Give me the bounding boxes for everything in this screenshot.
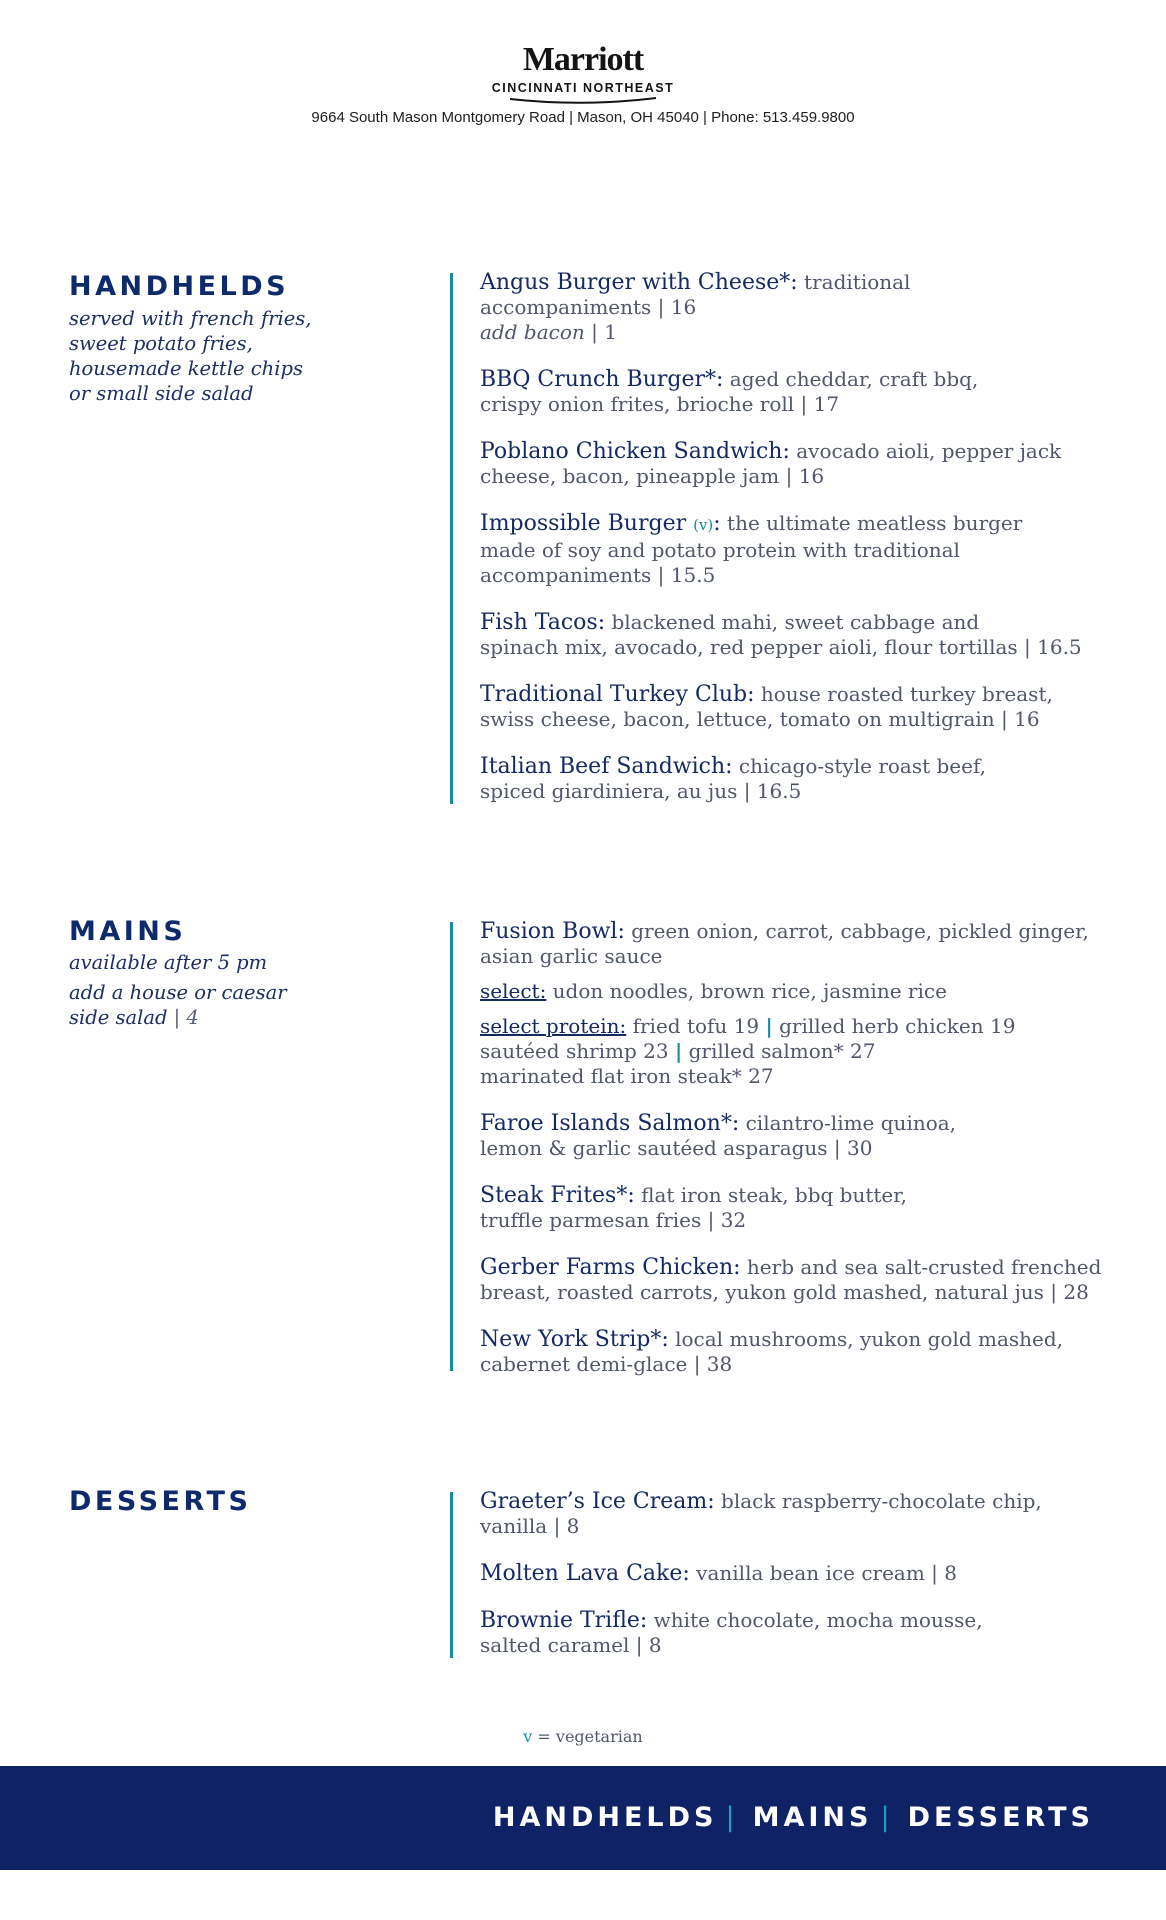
item-description: black raspberry-chocolate chip, vanilla | 8	[480, 1489, 1042, 1538]
logo-subtitle: CINCINNATI NORTHEAST	[491, 81, 675, 95]
list-item	[480, 439, 1140, 489]
footer-bar	[0, 1766, 1166, 1870]
list-item	[480, 682, 1140, 732]
logo-swoosh-icon	[508, 97, 658, 105]
item-name: Graeter’s Ice Cream:	[480, 1489, 715, 1514]
item-description: the ultimate meatless burger made of soy and potato protein with traditional accompaniments | 15.5	[480, 511, 1023, 587]
item-description: green onion, carrot, cabbage, pickled ginger, asian garlic sauce	[480, 919, 1089, 968]
footer-separator: |	[880, 1802, 894, 1833]
protein-separator: |	[674, 1039, 683, 1063]
footer-nav-handhelds: HANDHELDS	[492, 1802, 718, 1833]
list-item	[480, 270, 1140, 345]
mains-list	[480, 919, 1140, 1399]
item-name: New York Strip*:	[480, 1327, 669, 1352]
item-name: Steak Frites*:	[480, 1183, 635, 1208]
desserts-title: DESSERTS	[69, 1486, 252, 1517]
handhelds-divider	[450, 273, 453, 804]
select-label: select:	[480, 979, 547, 1003]
item-name: BBQ Crunch Burger*:	[480, 367, 724, 392]
item-name: Faroe Islands Salmon*:	[480, 1111, 740, 1136]
item-description: local mushrooms, yukon gold mashed, cabernet demi-glace | 38	[480, 1327, 1064, 1376]
item-description: vanilla bean ice cream | 8	[689, 1561, 957, 1585]
salad-addon-text: add a house or caesar side salad	[69, 981, 287, 1029]
vegetarian-symbol: v	[523, 1727, 533, 1746]
item-name: Impossible Burger	[480, 511, 694, 536]
item-name: Italian Beef Sandwich:	[480, 754, 733, 779]
list-item	[480, 754, 1140, 804]
item-name: Molten Lava Cake:	[480, 1561, 690, 1586]
item-description: traditional accompaniments | 16	[480, 270, 911, 319]
item-name: Traditional Turkey Club:	[480, 682, 755, 707]
list-item	[480, 367, 1140, 417]
mains-title: MAINS	[69, 916, 187, 947]
desserts-divider	[450, 1492, 453, 1658]
list-item	[480, 1327, 1140, 1377]
mains-subtitle-hours: available after 5 pm	[69, 951, 268, 974]
item-name: Poblano Chicken Sandwich:	[480, 439, 790, 464]
item-description: herb and sea salt-crusted frenched breast, roasted carrots, yukon gold mashed, natural jus | 28	[480, 1255, 1102, 1304]
desserts-list	[480, 1489, 1140, 1680]
item-name: Angus Burger with Cheese*:	[480, 270, 798, 295]
list-item	[480, 919, 1140, 969]
list-item	[480, 1489, 1140, 1539]
item-addon-price: | 1	[584, 320, 617, 344]
list-item	[480, 1111, 1140, 1161]
protein-option: grilled herb chicken 19 sautéed shrimp 23	[480, 1014, 1016, 1063]
item-description: avocado aioli, pepper jack cheese, bacon, pineapple jam | 16	[480, 439, 1062, 488]
protein-option: grilled salmon* 27 marinated flat iron steak* 27	[480, 1039, 876, 1088]
list-item	[480, 1561, 1140, 1586]
vegetarian-legend	[0, 1727, 1166, 1746]
hotel-address: 9664 South Mason Montgomery Road | Mason, OH 45040 | Phone: 513.459.9800	[311, 109, 855, 126]
list-item	[480, 1255, 1140, 1305]
list-item	[480, 610, 1140, 660]
header	[0, 40, 1166, 126]
item-description: chicago-style roast beef, spiced giardiniera, au jus | 16.5	[480, 754, 987, 803]
select-options: udon noodles, brown rice, jasmine rice	[546, 979, 947, 1003]
vegetarian-legend-text: = vegetarian	[532, 1727, 643, 1746]
item-description: cilantro-lime quinoa, lemon & garlic sautéed asparagus | 30	[480, 1111, 957, 1160]
protein-separator: |	[765, 1014, 773, 1038]
item-name-end: :	[713, 511, 721, 536]
item-description: blackened mahi, sweet cabbage and spinach mix, avocado, red pepper aioli, flour tortillas | 16.5	[480, 610, 1082, 659]
select-protein-label: select protein:	[480, 1014, 627, 1038]
list-item	[480, 1608, 1140, 1658]
protein-option: fried tofu 19	[626, 1014, 766, 1038]
salad-addon-price: | 4	[167, 1006, 199, 1029]
mains-subtitle-salad	[69, 980, 287, 1030]
item-description: house roasted turkey breast, swiss cheese, bacon, lettuce, tomato on multigrain | 16	[480, 682, 1053, 731]
item-description: flat iron steak, bbq butter, truffle parmesan fries | 32	[480, 1183, 907, 1232]
footer-nav-desserts: DESSERTS	[907, 1802, 1094, 1833]
handhelds-list	[480, 270, 1140, 826]
footer-nav	[493, 1802, 1094, 1833]
item-description: aged cheddar, craft bbq, crispy onion frites, brioche roll | 17	[480, 367, 979, 416]
handhelds-title: HANDHELDS	[69, 271, 290, 302]
vegetarian-mark: (v)	[693, 516, 714, 534]
mains-divider	[450, 922, 453, 1371]
list-item	[480, 1183, 1140, 1233]
list-item	[480, 511, 1140, 588]
handhelds-subtitle: served with french fries, sweet potato fries, housemade kettle chips or small side salad	[69, 307, 312, 405]
item-name: Fusion Bowl:	[480, 919, 625, 944]
item-name: Gerber Farms Chicken:	[480, 1255, 741, 1280]
item-description: white chocolate, mocha mousse, salted caramel | 8	[480, 1608, 983, 1657]
item-name: Brownie Trifle:	[480, 1608, 648, 1633]
footer-separator: |	[725, 1802, 739, 1833]
fusion-base-options	[480, 979, 1140, 1004]
item-name: Fish Tacos:	[480, 610, 606, 635]
fusion-protein-options	[480, 1014, 1140, 1089]
item-addon: add bacon	[480, 320, 585, 344]
marriott-logo: Marriott	[522, 41, 644, 78]
footer-nav-mains: MAINS	[752, 1802, 873, 1833]
